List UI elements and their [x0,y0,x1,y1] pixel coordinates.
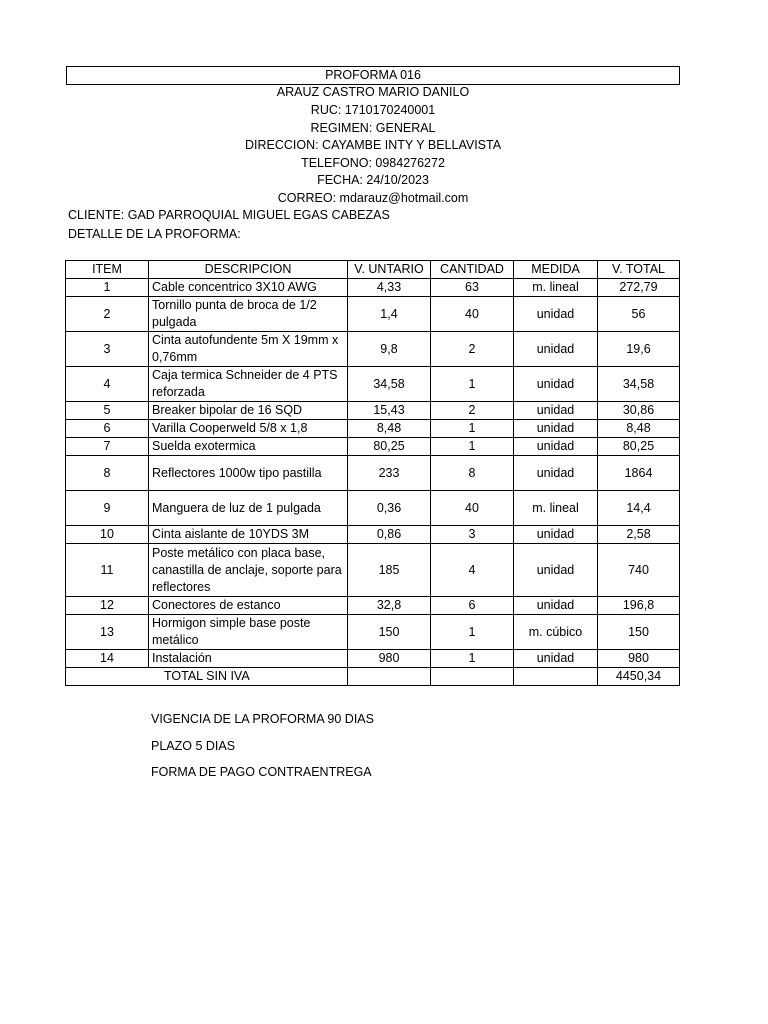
table-row [66,420,680,438]
plazo-note: PLAZO 5 DIAS [151,739,236,753]
cell-cantidad: 4 [431,544,514,597]
cell-descripcion: Hormigon simple base poste metálico [149,615,348,650]
cell-cantidad: 3 [431,526,514,544]
table-row [66,279,680,297]
cell-item: 13 [66,615,149,650]
regimen-line: REGIMEN: GENERAL [310,121,436,135]
total-empty-cell [348,668,431,686]
cell-descripcion: Cinta aislante de 10YDS 3M [149,526,348,544]
cell-unitario: 0,36 [348,491,431,526]
cell-descripcion: Conectores de estanco [149,597,348,615]
cell-cantidad: 1 [431,367,514,402]
cell-medida: unidad [514,297,598,332]
cell-item: 7 [66,438,149,456]
cell-descripcion: Instalación [149,650,348,668]
cell-total: 14,4 [598,491,680,526]
cell-total: 34,58 [598,367,680,402]
table-row [66,597,680,615]
cell-medida: unidad [514,544,598,597]
col-header-cantidad: CANTIDAD [431,261,514,279]
table-row [66,491,680,526]
cell-cantidad: 1 [431,438,514,456]
cell-unitario: 980 [348,650,431,668]
table-row [66,438,680,456]
col-header-medida: MEDIDA [514,261,598,279]
cell-total: 740 [598,544,680,597]
total-empty-cell [514,668,598,686]
cell-cantidad: 8 [431,456,514,491]
table-row [66,332,680,367]
cell-descripcion: Cinta autofundente 5m X 19mm x 0,76mm [149,332,348,367]
detalle-heading: DETALLE DE LA PROFORMA: [68,227,241,241]
cell-total: 150 [598,615,680,650]
cell-unitario: 32,8 [348,597,431,615]
cell-descripcion: Cable concentrico 3X10 AWG [149,279,348,297]
col-header-descripcion: DESCRIPCION [149,261,348,279]
cell-cantidad: 40 [431,297,514,332]
cell-cantidad: 1 [431,420,514,438]
table-row [66,615,680,650]
cell-item: 11 [66,544,149,597]
col-header-item: ITEM [66,261,149,279]
ruc-line: RUC: 1710170240001 [310,103,436,117]
pago-note: FORMA DE PAGO CONTRAENTREGA [151,765,372,779]
cell-total: 980 [598,650,680,668]
cell-cantidad: 2 [431,332,514,367]
cell-medida: unidad [514,597,598,615]
cell-total: 30,86 [598,402,680,420]
cell-medida: unidad [514,402,598,420]
table-row [66,544,680,597]
table-row [66,297,680,332]
cell-medida: unidad [514,438,598,456]
cell-medida: m. cúbico [514,615,598,650]
correo-line: CORREO: mdarauz@hotmail.com [277,191,469,205]
cell-medida: unidad [514,420,598,438]
cliente-line: CLIENTE: GAD PARROQUIAL MIGUEL EGAS CABEZAS [68,208,390,222]
issuer-name: ARAUZ CASTRO MARIO DANILO [276,85,470,99]
cell-unitario: 0,86 [348,526,431,544]
vigencia-note: VIGENCIA DE LA PROFORMA 90 DIAS [151,712,374,726]
cell-total: 8,48 [598,420,680,438]
table-header-row [66,261,680,279]
cell-item: 9 [66,491,149,526]
cell-total: 80,25 [598,438,680,456]
cell-item: 12 [66,597,149,615]
cell-descripcion: Tornillo punta de broca de 1/2 pulgada [149,297,348,332]
table-row [66,456,680,491]
cell-descripcion: Suelda exotermica [149,438,348,456]
cell-medida: unidad [514,367,598,402]
cell-descripcion: Varilla Cooperweld 5/8 x 1,8 [149,420,348,438]
cell-item: 2 [66,297,149,332]
cell-descripcion: Manguera de luz de 1 pulgada [149,491,348,526]
table-row [66,367,680,402]
table-row [66,526,680,544]
cell-unitario: 34,58 [348,367,431,402]
cell-total: 2,58 [598,526,680,544]
total-label: TOTAL SIN IVA [66,668,348,686]
cell-descripcion: Poste metálico con placa base, canastilla de anclaje, soporte para reflectores [149,544,348,597]
cell-medida: unidad [514,526,598,544]
cell-unitario: 150 [348,615,431,650]
cell-medida: unidad [514,456,598,491]
proforma-title: PROFORMA 016 [66,66,680,85]
items-table [65,260,680,686]
cell-medida: m. lineal [514,491,598,526]
cell-item: 8 [66,456,149,491]
cell-item: 14 [66,650,149,668]
cell-item: 4 [66,367,149,402]
cell-cantidad: 1 [431,615,514,650]
cell-cantidad: 2 [431,402,514,420]
cell-unitario: 1,4 [348,297,431,332]
cell-descripcion: Caja termica Schneider de 4 PTS reforzada [149,367,348,402]
cell-cantidad: 63 [431,279,514,297]
cell-medida: unidad [514,332,598,367]
col-header-unitario: V. UNTARIO [348,261,431,279]
cell-unitario: 80,25 [348,438,431,456]
total-row [66,668,680,686]
telefono-line: TELEFONO: 0984276272 [301,156,445,170]
cell-unitario: 233 [348,456,431,491]
cell-descripcion: Breaker bipolar de 16 SQD [149,402,348,420]
cell-total: 19,6 [598,332,680,367]
cell-descripcion: Reflectores 1000w tipo pastilla [149,456,348,491]
cell-total: 272,79 [598,279,680,297]
cell-item: 10 [66,526,149,544]
cell-total: 196,8 [598,597,680,615]
cell-medida: m. lineal [514,279,598,297]
total-value: 4450,34 [598,668,680,686]
cell-unitario: 185 [348,544,431,597]
cell-unitario: 4,33 [348,279,431,297]
cell-item: 6 [66,420,149,438]
cell-unitario: 15,43 [348,402,431,420]
cell-item: 5 [66,402,149,420]
cell-medida: unidad [514,650,598,668]
cell-unitario: 8,48 [348,420,431,438]
cell-cantidad: 40 [431,491,514,526]
total-empty-cell [431,668,514,686]
cell-total: 56 [598,297,680,332]
col-header-total: V. TOTAL [598,261,680,279]
fecha-line: FECHA: 24/10/2023 [317,173,429,187]
table-row [66,650,680,668]
cell-item: 3 [66,332,149,367]
table-row [66,402,680,420]
cell-item: 1 [66,279,149,297]
direccion-line: DIRECCION: CAYAMBE INTY Y BELLAVISTA [244,138,502,152]
cell-total: 1864 [598,456,680,491]
cell-cantidad: 1 [431,650,514,668]
cell-cantidad: 6 [431,597,514,615]
cell-unitario: 9,8 [348,332,431,367]
